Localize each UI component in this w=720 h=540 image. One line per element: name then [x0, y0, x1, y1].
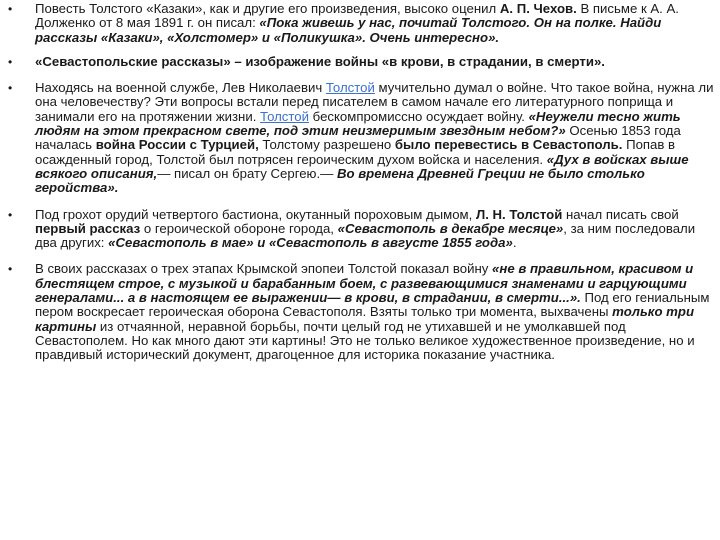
text-run: мучительно думал о войне. Что такое война, нужна ли она человечеству? Эти вопросы встали перед писателем в самом начале его литературного поприща и занимали его на протяжении жизни.: [35, 80, 714, 124]
bullet-dot-icon: •: [8, 2, 13, 16]
bullet-text: [35, 207, 695, 251]
text-run: Толстому разрешено: [258, 137, 395, 153]
quote-text: «Неужели тесно жить людям на этом прекрасном свете, под этим неизмеримым звездным небом?»: [35, 108, 681, 139]
text-run: В письме к А. А. Долженко от 8 мая 1891 г. он писал:: [35, 1, 679, 31]
quote-text: «Севастополь в декабре месяце»: [337, 220, 564, 236]
bullet-dot-icon: •: [8, 207, 13, 222]
bullet-list: [8, 2, 716, 363]
bullet-dot-icon: •: [8, 54, 13, 69]
text-run: Попав в осажденный город, Толстой был потрясен героическим духом войска и населения.: [35, 137, 676, 167]
text-run: Повесть Толстого «Казаки», как и другие его произведения, высоко оценил: [35, 1, 500, 16]
bullet-text: [35, 1, 679, 45]
text-run: В своих рассказах о трех этапах Крымской эпопеи Толстой показал войну: [35, 261, 493, 277]
bold-text: война России с Турцией,: [95, 137, 259, 153]
quote-text: Во времена Древней Греции не было столько геройства».: [35, 165, 645, 196]
text-run: Под грохот орудий четвертого бастиона, окутанный пороховым дымом,: [35, 206, 476, 222]
bullet-text: [35, 54, 605, 69]
bullet-item: [8, 81, 716, 195]
text-run: — писал он брату Сергею.—: [157, 165, 337, 181]
bullet-text: [35, 261, 709, 362]
bold-text: А. П. Чехов.: [499, 1, 577, 16]
bold-text: первый рассказ: [35, 220, 141, 236]
quote-text: «не в правильном, красивом и блестящем строе, с музыкой и барабанным боем, с развевающимися знаменами и гарцующими генералами... а в настоящем ее выражении— в крови, в страдании, в смерти...».: [35, 261, 694, 306]
text-run: , за ним последовали два других:: [35, 220, 696, 251]
quote-text: «Севастополь в мае» и «Севастополь в августе 1855 года»: [108, 235, 513, 251]
bullet-item: [8, 55, 716, 69]
tolstoy-link[interactable]: Толстой: [325, 80, 375, 96]
text-run: Под его гениальным пером воскресает героическая оборона Севастополя. Взяты только три момента, выхвачены: [35, 290, 710, 320]
text-run: Осенью 1853 года началась: [35, 123, 681, 153]
quote-text: «Дух в войсках выше всякого описания,: [35, 151, 689, 181]
bold-text: «Севастопольские рассказы» – изображение войны «в крови, в страдании, в смерти».: [35, 53, 605, 69]
quote-text: «Пока живешь у нас, почитай Толстого. Он на полке. Найди рассказы «Казаки», «Холстомер» и «Поликушка». Очень интересно».: [35, 15, 662, 45]
quote-text: только три картины: [35, 304, 695, 334]
tolstoy-link[interactable]: Толстой: [260, 108, 309, 124]
text-run: из отчаянной, неравной борьбы, почти целый год не утихавшей и не умолкавшей под Севастополем. Но как много дают эти картины! Это не только великое художественное произведение, но и правдивый исторический документ, драгоценное для историка показание участника.: [35, 318, 695, 363]
bullet-dot-icon: •: [8, 81, 13, 96]
text-run: бескомпромиссно осуждает войну.: [309, 108, 529, 124]
text-run: .: [512, 235, 517, 251]
bullet-text: [35, 80, 713, 195]
bullet-item: [8, 208, 716, 251]
bold-text: Л. Н. Толстой: [475, 206, 563, 222]
bullet-dot-icon: •: [8, 262, 13, 277]
bullet-item: [8, 262, 716, 362]
text-run: начал писать свой: [562, 206, 679, 222]
bold-text: было перевестись в Севастополь.: [394, 137, 623, 153]
text-run: о героической обороне города,: [140, 220, 338, 236]
text-run: Находясь на военной службе, Лев Николаевич: [35, 80, 326, 96]
bullet-item: [8, 2, 716, 45]
